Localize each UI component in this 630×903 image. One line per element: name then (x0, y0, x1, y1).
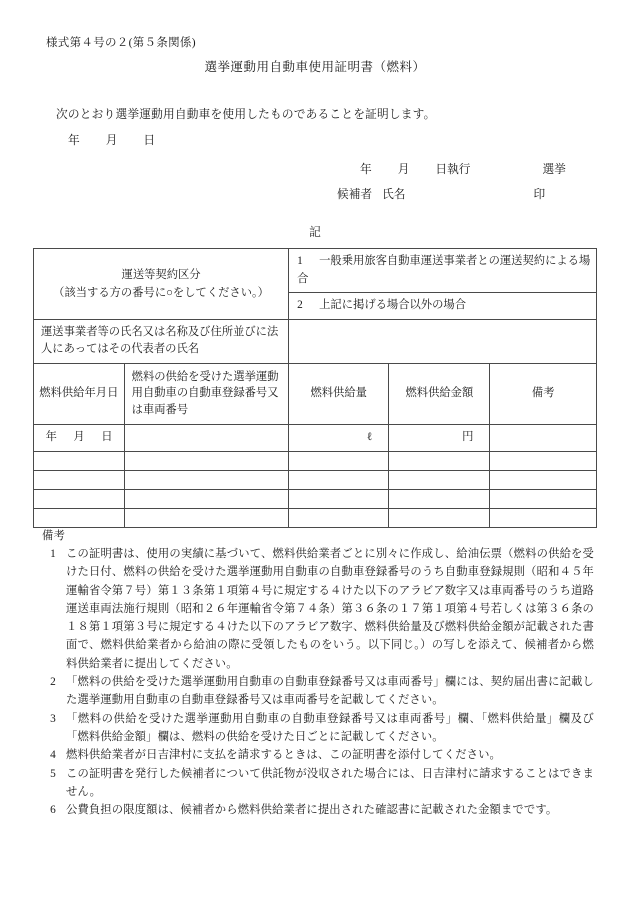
entry-quantity-cell[interactable] (289, 451, 389, 470)
table-header-row (34, 363, 597, 425)
note-item (40, 801, 600, 819)
note-text: 燃料供給業者が日吉津村に支払を請求するときは、この証明書を添付してください。 (66, 749, 501, 762)
entry-vehicle-number-cell[interactable] (124, 489, 288, 508)
execution-day: 日執行 (435, 163, 471, 176)
election-word: 選挙 (542, 163, 566, 176)
column-header-fuel-quantity: 燃料供給量 (289, 363, 389, 425)
entry-date-cell[interactable] (34, 451, 125, 470)
table-row (34, 470, 597, 489)
issue-date-year: 年 (68, 134, 80, 147)
entry-amount-cell[interactable] (389, 451, 490, 470)
table-row (34, 451, 597, 470)
note-number: 3 (50, 712, 56, 725)
column-header-vehicle-number: 燃料の供給を受けた選挙運動用自動車の自動車登録番号又は車両番号 (124, 363, 288, 425)
contract-option-1-text: 一般乗用旅客自動車運送事業者との運送契約による場合 (297, 255, 591, 285)
entry-remarks (490, 425, 596, 451)
notes-title: 備考 (42, 530, 66, 542)
entry-amount-cell[interactable] (389, 489, 490, 508)
execution-month: 月 (397, 163, 410, 176)
note-text: 「燃料の供給を受けた選挙運動用自動車の自動車登録番号又は車両番号」欄には、契約届出書に記載した選挙運動用自動車の自動車登録番号又は車両番号を記載してください。 (66, 676, 594, 707)
notes-section (40, 527, 600, 819)
entry-date-cell[interactable] (34, 489, 125, 508)
table-row-contract-option-1 (34, 249, 597, 293)
note-item (40, 545, 600, 673)
operator-name-label-cell (34, 319, 289, 363)
entry-amount-unit: 円 (462, 431, 474, 444)
issue-date-blank (68, 132, 155, 148)
column-header-supply-date: 燃料供給年月日 (34, 363, 125, 425)
entry-quantity-unit: ℓ (366, 431, 373, 444)
contract-option-1-number: 1 (297, 255, 303, 267)
execution-year: 年 (360, 163, 372, 176)
entry-quantity-cell[interactable] (289, 489, 389, 508)
note-number: 2 (50, 676, 56, 689)
intro-statement: 次のとおり選挙運動用自動車を使用したものであることを証明します。 (56, 108, 436, 121)
entry-remarks-cell[interactable] (490, 508, 597, 527)
entry-date-cell[interactable] (34, 508, 125, 527)
record-mark: 記 (309, 226, 321, 239)
contract-category-instruction: （該当する方の番号に○をしてください。） (53, 286, 269, 299)
note-number: 4 (50, 749, 56, 762)
note-number: 5 (50, 767, 56, 780)
candidate-line (337, 186, 545, 202)
entry-remarks-cell[interactable] (490, 451, 597, 470)
table-row (34, 489, 597, 508)
operator-name-value (289, 328, 596, 354)
entry-vehicle-number-cell[interactable] (124, 425, 288, 452)
note-item (40, 746, 600, 764)
contract-option-2-number: 2 (297, 299, 303, 311)
note-text: 「燃料の供給を受けた選挙運動用自動車の自動車登録番号又は車両番号」欄、「燃料供給量」欄及び「燃料供給金額」欄は、燃料の供給を受けた日ごとに記載してください。 (66, 712, 594, 743)
note-item (40, 765, 600, 802)
note-number: 1 (50, 548, 56, 560)
contract-option-2-cell[interactable] (289, 293, 597, 320)
entry-amount-cell[interactable] (389, 425, 490, 452)
table-row (34, 508, 597, 527)
entry-vehicle-number (125, 425, 288, 451)
column-header-fuel-amount: 燃料供給金額 (389, 363, 490, 425)
entry-date-cell[interactable] (34, 425, 125, 452)
entry-date-cell[interactable] (34, 470, 125, 489)
page-title: 選挙運動用自動車使用証明書（燃料） (204, 60, 426, 74)
entry-quantity-cell[interactable] (289, 508, 389, 527)
entry-amount-cell[interactable] (389, 508, 490, 527)
entry-quantity-cell[interactable] (289, 470, 389, 489)
contract-category-label: 運送等契約区分 (121, 268, 201, 281)
entry-date-day: 日 (101, 431, 114, 444)
contract-option-1-cell[interactable] (289, 249, 597, 293)
note-text: この証明書は、使用の実績に基づいて、燃料供給業者ごとに別々に作成し、給油伝票（燃料の供給を受けた日付、燃料の供給を受けた選挙運動用自動車の自動車登録番号のうち自動車登録規則（昭和４５年運輸省令第７号）第１３条第１項第４号に規定する４けた以下のアラビア数字又は車両番号のうち道路運送車両法施行規則（昭和２６年運輸省令第７４条）第３６条の１７第１項第４号若しくは第３６条の１８第１項第３号に規定する４けた以下のアラビア数字、燃料供給量及び燃料供給金額が記載された書面で、燃料供給業者から給油の際に受領したものをいう。以下同じ。）の写しを添えて、候補者から燃料供給業者に提出してください。 (66, 548, 594, 670)
table-row-operator-name (34, 319, 597, 363)
entry-amount-cell[interactable] (389, 470, 490, 489)
note-item (40, 673, 600, 710)
form-number: 様式第４号の２(第５条関係) (46, 37, 196, 49)
seal-label: 印 (533, 188, 546, 201)
operator-name-value-cell[interactable] (289, 319, 597, 363)
column-header-remarks: 備考 (490, 363, 597, 425)
note-number: 6 (50, 804, 56, 817)
issue-date-month: 月 (105, 134, 118, 147)
table-row-entry-first (34, 425, 597, 452)
operator-name-label: 運送事業者等の氏名又は名称及び住所並びに法人にあってはその代表者の氏名 (41, 325, 279, 355)
entry-remarks-cell[interactable] (490, 470, 597, 489)
entry-remarks-cell[interactable] (490, 425, 597, 452)
entry-date-month: 月 (73, 431, 86, 444)
entry-remarks-cell[interactable] (490, 489, 597, 508)
note-item (40, 710, 600, 747)
entry-vehicle-number-cell[interactable] (124, 451, 288, 470)
certificate-table (33, 248, 597, 528)
name-label: 氏名 (382, 188, 406, 201)
candidate-label: 候補者 (337, 188, 373, 201)
contract-category-label-cell (34, 249, 289, 320)
entry-vehicle-number-cell[interactable] (124, 508, 288, 527)
entry-date-year: 年 (45, 431, 58, 444)
note-text: この証明書を発行した候補者について供託物が没収された場合には、日吉津村に請求することはできません。 (66, 767, 594, 798)
entry-quantity-cell[interactable] (289, 425, 389, 452)
election-execution-line (360, 161, 566, 177)
entry-vehicle-number-cell[interactable] (124, 470, 288, 489)
contract-option-2-text: 上記に掲げる場合以外の場合 (319, 299, 466, 311)
note-text: 公費負担の限度額は、候補者から燃料供給業者に提出された確認書に記載された金額までです。 (66, 804, 558, 817)
issue-date-day: 日 (143, 134, 156, 147)
